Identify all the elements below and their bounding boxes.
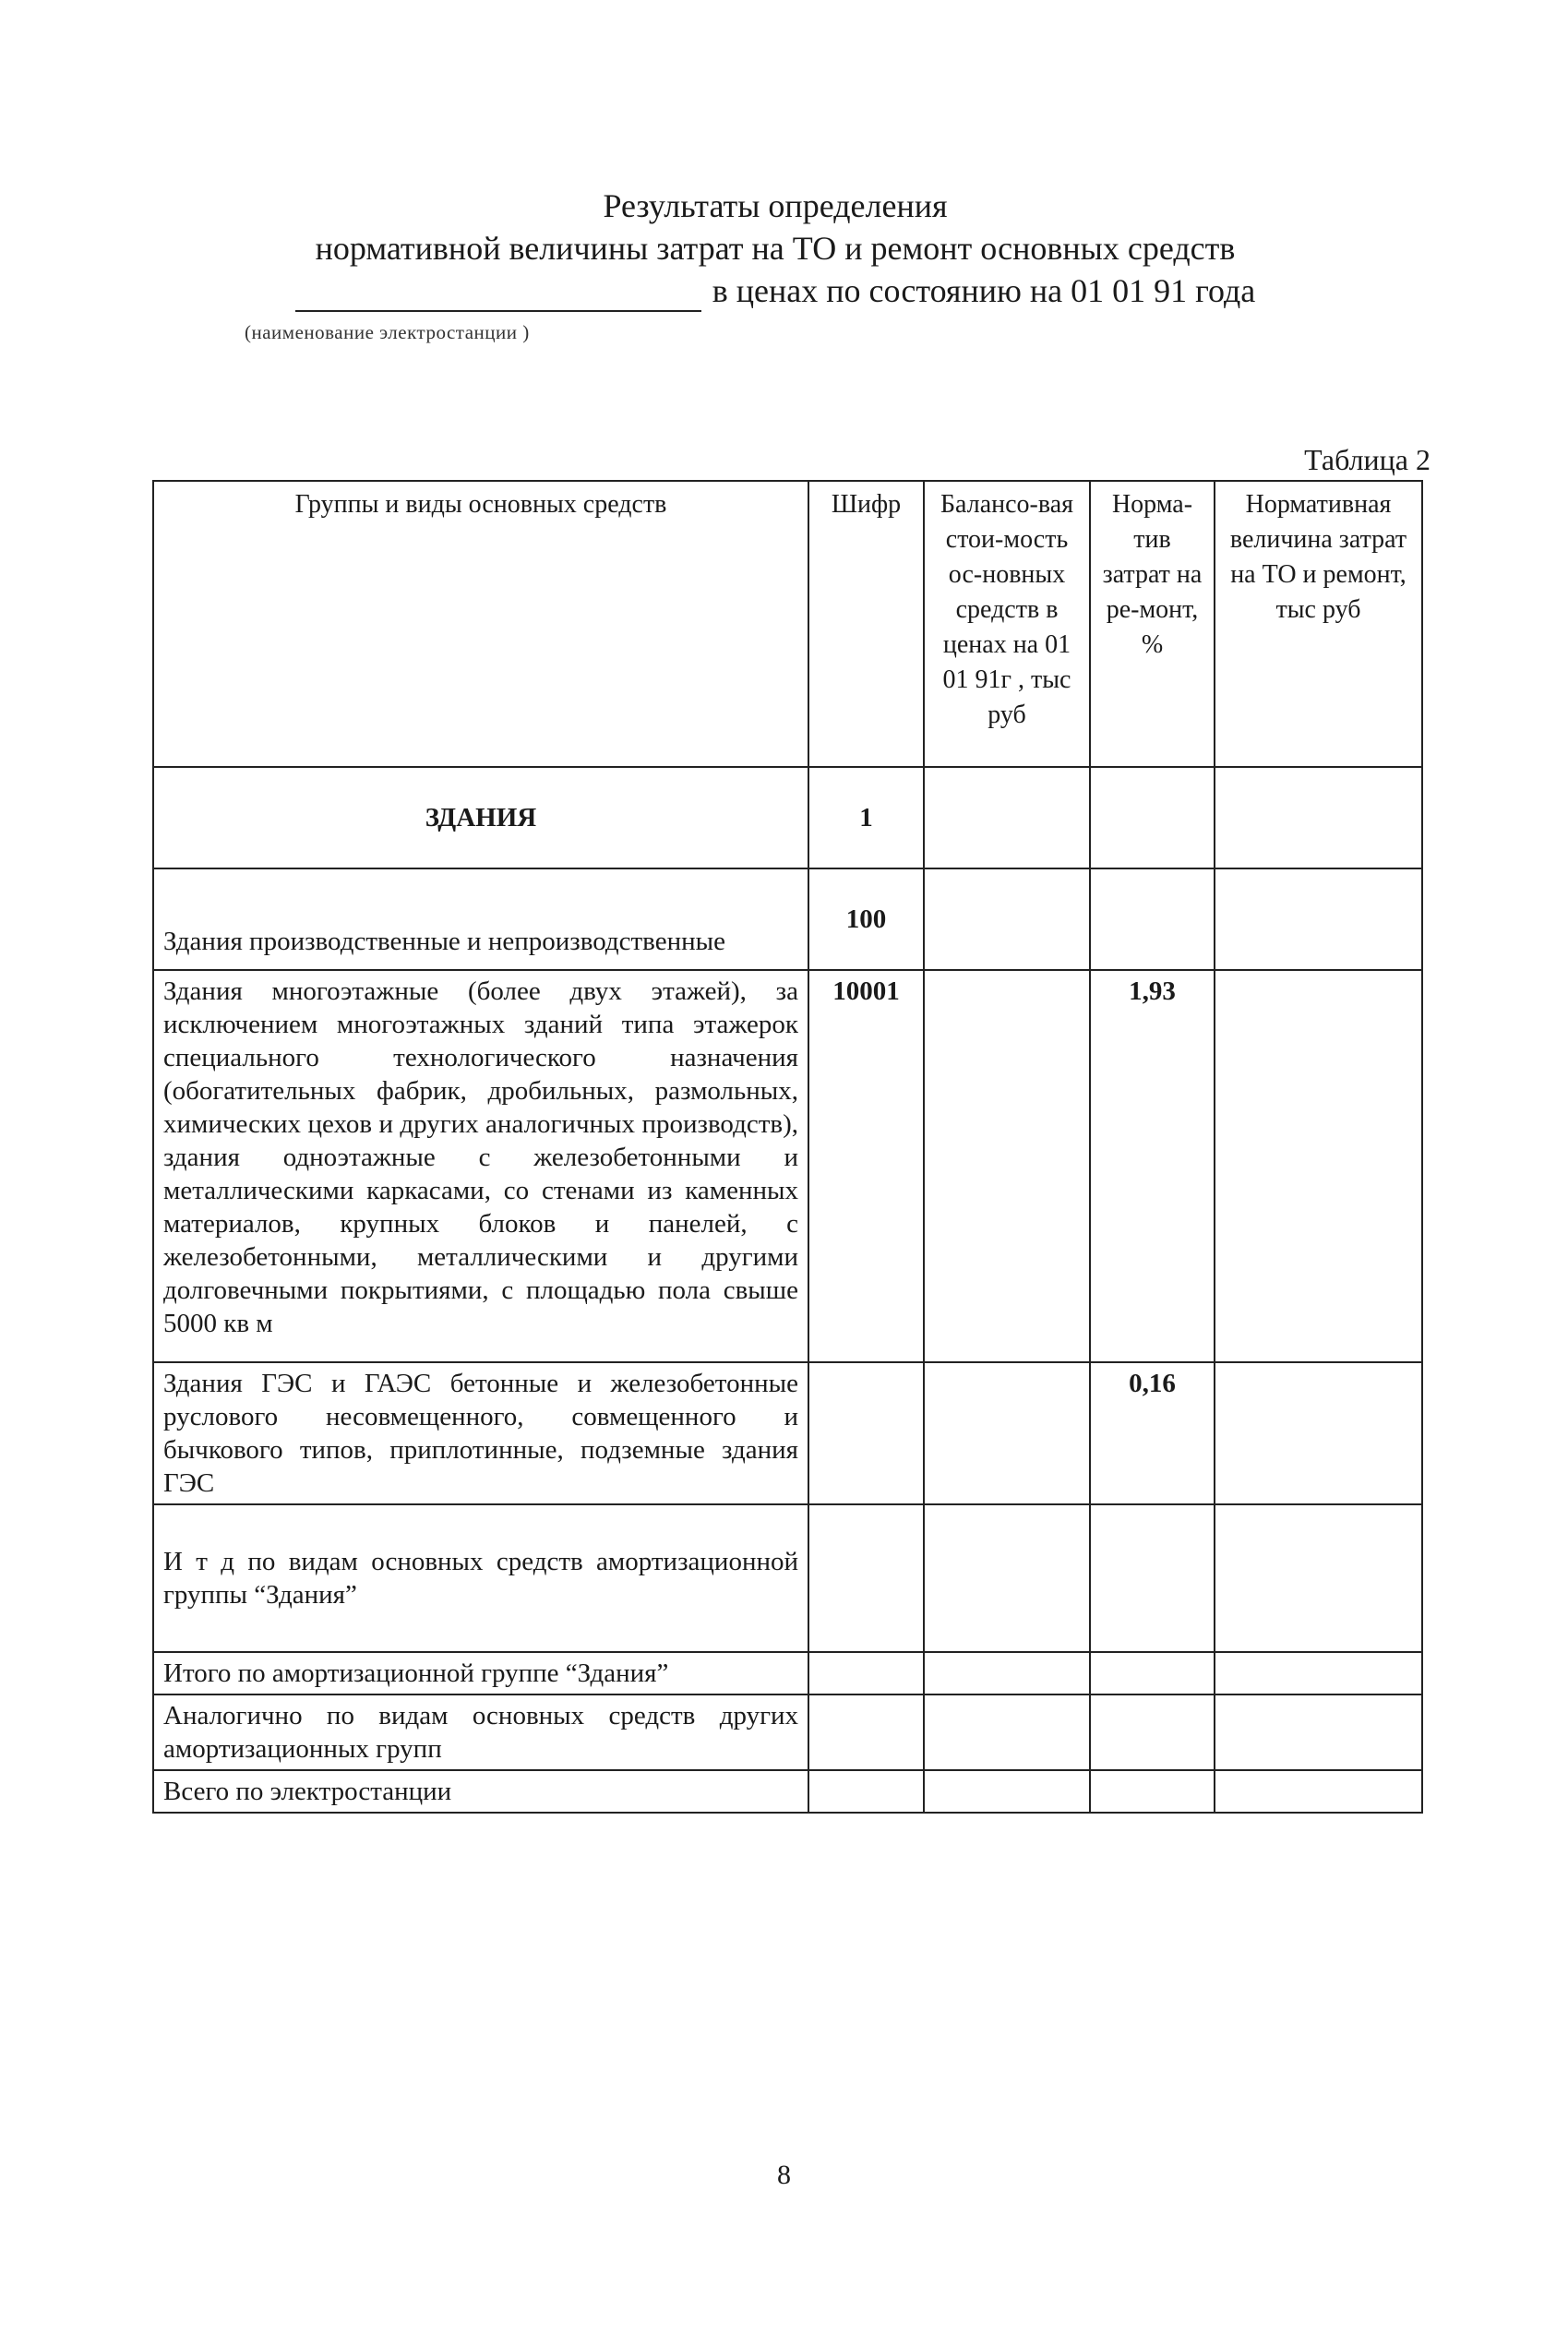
table-row [153,1652,1422,1694]
station-name-caption: (наименование электростанции ) [245,321,530,343]
row-cost [1215,868,1422,970]
row-cost [1215,1362,1422,1504]
row-code: 1 [808,767,924,868]
row-name: Итого по амортизационной группе “Здания” [153,1652,808,1694]
header-norm: Норма-тив затрат на ре-монт, % [1090,481,1215,767]
row-code [808,1652,924,1694]
title-line-1: Результаты определения [603,187,948,224]
page-number: 8 [777,2160,791,2190]
row-norm [1090,1504,1215,1652]
row-balance [924,1652,1090,1694]
row-norm [1090,1770,1215,1813]
row-norm [1090,767,1215,868]
table-row [153,1770,1422,1813]
row-balance [924,1694,1090,1770]
header-cost: Нормативная величина затрат на ТО и ремонт, тыс руб [1215,481,1422,767]
title-line-3-text: в ценах по состоянию на 01 01 91 года [712,272,1256,309]
row-balance [924,868,1090,970]
cost-table [152,480,1423,1814]
row-balance [924,1770,1090,1813]
row-norm: 1,93 [1090,970,1215,1362]
row-name: И т д по видам основных средств амортизационной группы “Здания” [153,1504,808,1652]
table-row [153,1504,1422,1652]
table-row [153,868,1422,970]
row-balance [924,1362,1090,1504]
table-row [153,1362,1422,1504]
row-norm: 0,16 [1090,1362,1215,1504]
station-name-blank [295,279,701,312]
row-name: Аналогично по видам основных средств других амортизационных групп [153,1694,808,1770]
row-norm [1090,868,1215,970]
row-norm [1090,1694,1215,1770]
row-balance [924,1504,1090,1652]
row-name: Здания производственные и непроизводственные [153,868,808,970]
row-code: 10001 [808,970,924,1362]
row-cost [1215,1652,1422,1694]
row-balance [924,970,1090,1362]
table-row [153,767,1422,868]
row-cost [1215,1770,1422,1813]
row-name: Всего по электростанции [153,1770,808,1813]
row-cost [1215,1504,1422,1652]
row-balance [924,767,1090,868]
header-groups: Группы и виды основных средств [153,481,808,767]
row-name: ЗДАНИЯ [153,767,808,868]
row-code [808,1504,924,1652]
title-line-3 [240,269,1311,312]
row-code [808,1770,924,1813]
header-code: Шифр [808,481,924,767]
row-cost [1215,970,1422,1362]
row-norm [1090,1652,1215,1694]
document-title [240,185,1311,312]
header-row [153,481,1422,767]
table-label: Таблица 2 [1304,443,1430,476]
table-row [153,970,1422,1362]
row-cost [1215,767,1422,868]
row-code: 100 [808,868,924,970]
row-name: Здания ГЭС и ГАЭС бетонные и железобетонные руслового несовмещенного, совмещенного и бычкового типов, приплотинные, подземные здания ГЭС [153,1362,808,1504]
title-line-2: нормативной величины затрат на ТО и ремонт основных средств [315,230,1236,267]
row-name: Здания многоэтажные (более двух этажей), за исключением многоэтажных зданий типа этажерок специального технологического назначения (обогатительных фабрик, дробильных, размольных, химических цехов и других аналогичных производств), здания одноэтажные с железобетонными и металлическими каркасами, со стенами из каменных материалов, крупных блоков и панелей, с железобетонными, металлическими и другими долговечными покрытиями, с площадью пола свыше 5000 кв м [153,970,808,1362]
row-code [808,1362,924,1504]
header-balance: Балансо-вая стои-мость ос-новных средств в ценах на 01 01 91г , тыс руб [924,481,1090,767]
row-cost [1215,1694,1422,1770]
table-row [153,1694,1422,1770]
row-code [808,1694,924,1770]
